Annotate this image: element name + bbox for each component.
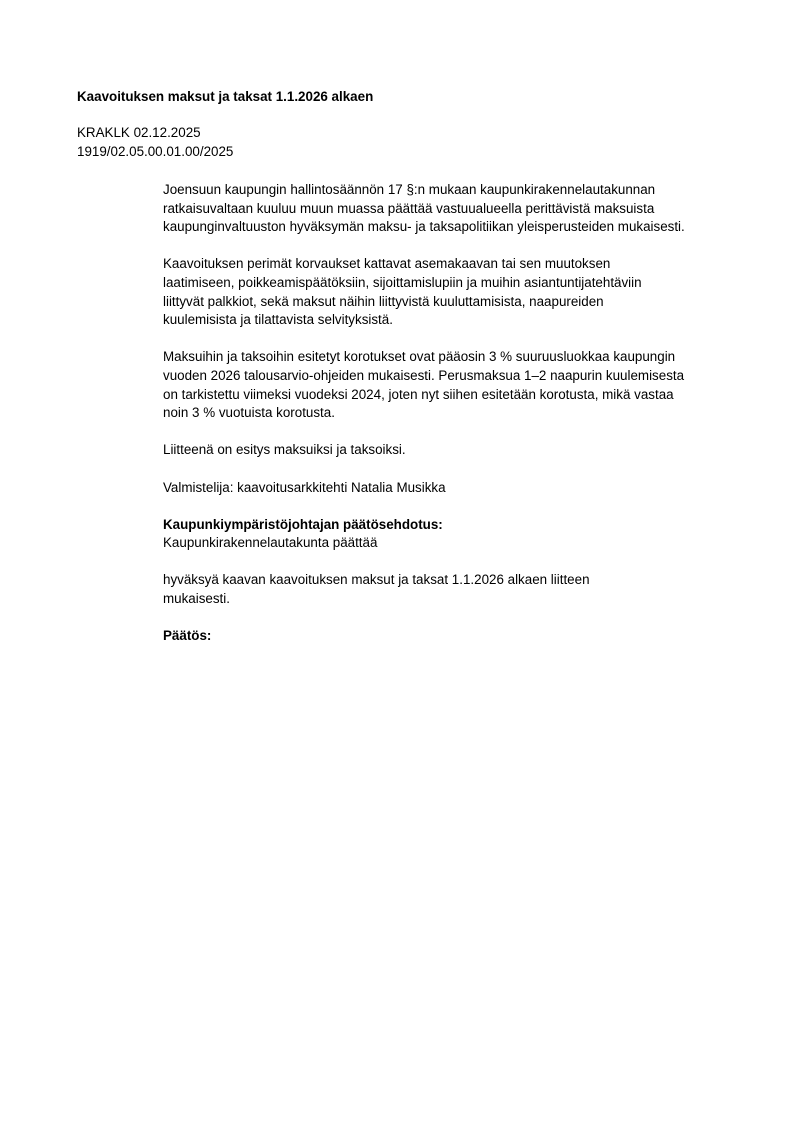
proposal-block	[163, 516, 763, 553]
paragraph-authority: Joensuun kaupungin hallintosäännön 17 §:n mukaan kaupunkirakennelautakunnan ratkaisuvaltaan kuuluu muun muassa päättää vastuualueella perittävistä maksuista kaupunginvaltuuston hyväksymän maksu- ja taksapolitiikan yleisperusteiden mukaisesti.	[163, 182, 685, 235]
decision-heading: Päätös:	[163, 628, 212, 644]
document-title: Kaavoituksen maksut ja taksat 1.1.2026 alkaen	[77, 89, 374, 104]
document-body	[163, 181, 763, 664]
paragraph-compensations: Kaavoituksen perimät korvaukset kattavat asemakaavan tai sen muutoksen laatimiseen, poikkeamispäätöksiin, sijoittamislupiin ja muihin asiantuntijatehtäviin liittyvät palkkiot, sekä maksut näihin liittyvistä kuuluttamisista, naapureiden kuulemisista ja tilattavista selvityksistä.	[163, 256, 642, 328]
proposal-decision-text: hyväksyä kaavan kaavoituksen maksut ja taksat 1.1.2026 alkaen liitteen mukaisesti.	[163, 572, 590, 607]
paragraph-increases: Maksuihin ja taksoihin esitetyt korotukset ovat pääosin 3 % suuruusluokkaa kaupungin vuoden 2026 talousarvio-ohjeiden mukaisesti. Perusmaksua 1–2 naapurin kuulemisesta on tarkistettu viimeksi vuodeksi 2024, joten nyt siihen esitetään korotusta, mikä vastaa noin 3 % vuotuista korotusta.	[163, 349, 685, 421]
paragraph-preparer: Valmistelija: kaavoitusarkkitehti Natalia Musikka	[163, 479, 446, 495]
proposal-heading: Kaupunkiympäristöjohtajan päätösehdotus:	[163, 516, 443, 532]
paragraph-attachment: Liitteenä on esitys maksuiksi ja taksoiksi.	[163, 442, 406, 458]
document-meta	[77, 124, 477, 161]
board-date: KRAKLK 02.12.2025	[77, 125, 201, 140]
record-number: 1919/02.05.00.01.00/2025	[77, 143, 234, 159]
proposal-line: Kaupunkirakennelautakunta päättää	[163, 535, 378, 551]
